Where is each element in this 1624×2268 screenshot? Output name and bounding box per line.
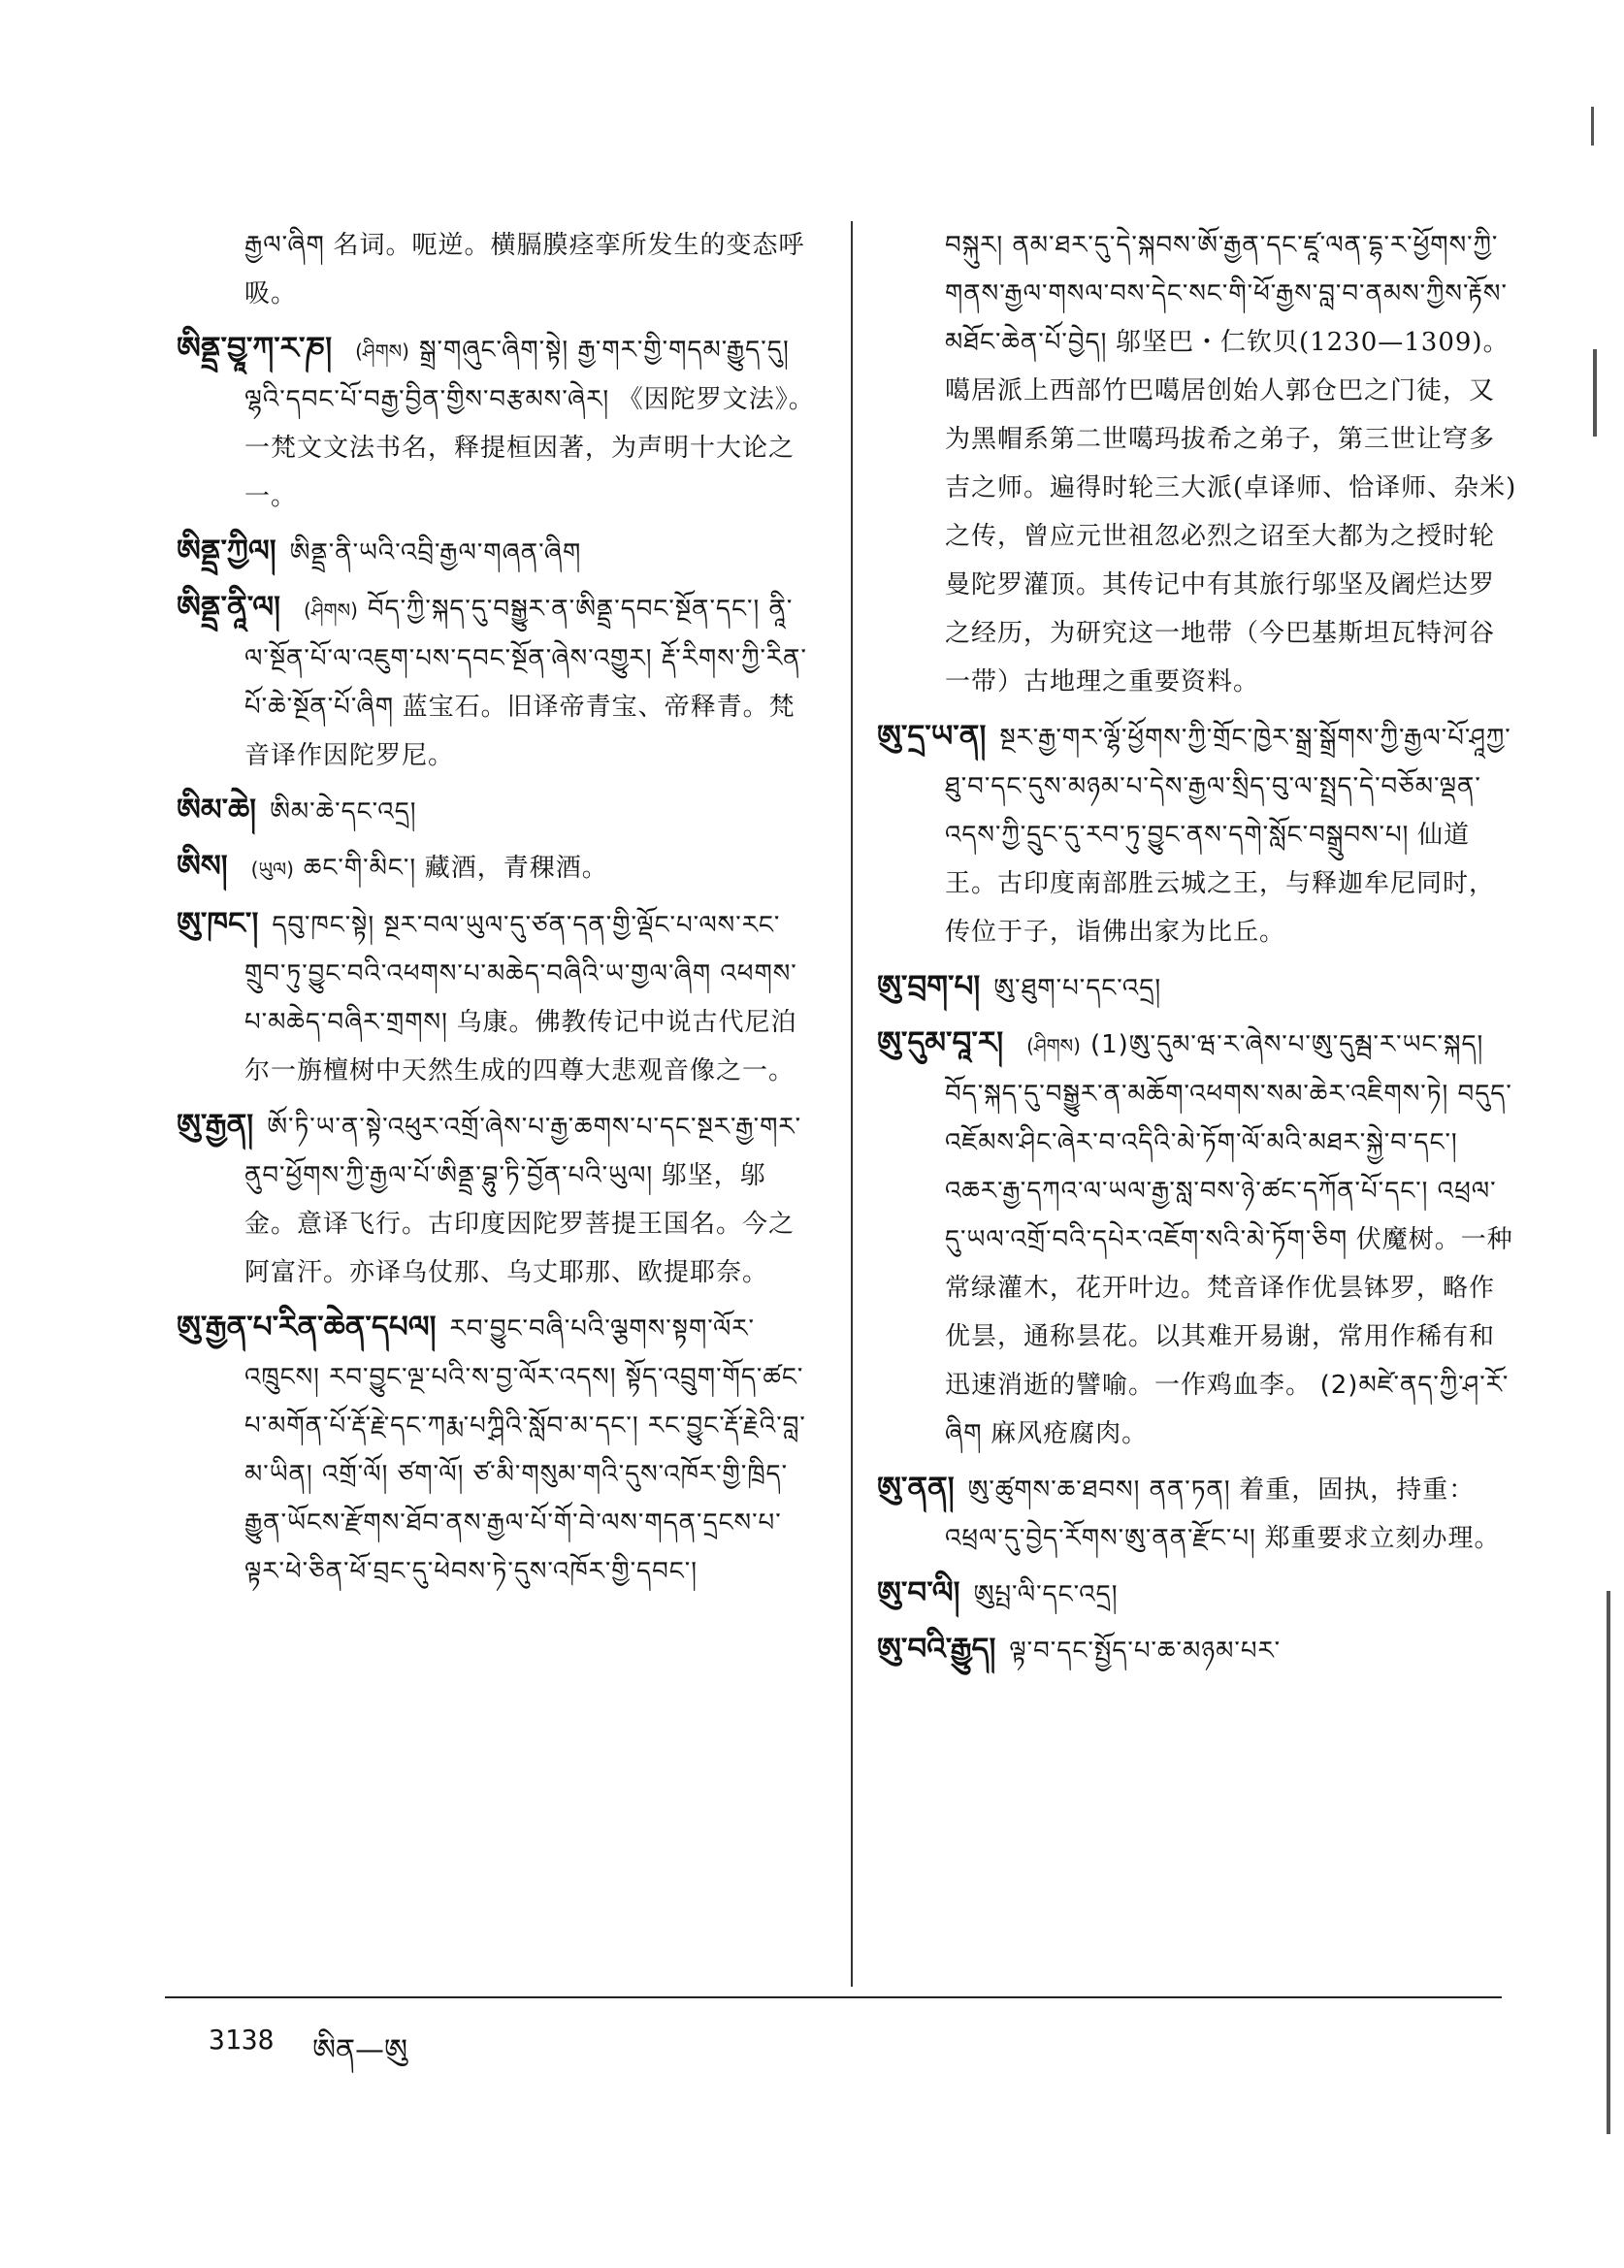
headword: ཨུ་བའི་རྒྱུད།	[877, 1632, 996, 1667]
tibetan-definition: ཨུ་ཐུག་པ་དང་འདྲ།	[993, 974, 1162, 1003]
dictionary-entry	[877, 1019, 1517, 1458]
headword: ཨིནྡྲ་བྱཱ་ཀ་ར་ཎ།	[177, 331, 333, 366]
headword: ཨུ་བྲག་པ།	[877, 969, 981, 1004]
entry-continuation	[177, 221, 817, 318]
source-tag: (ཡུལ)	[250, 858, 294, 881]
chinese-definition: 蓝宝石。旧译帝青宝、帝释青。梵音译作因陀罗尼。	[244, 693, 796, 770]
headword: ཨིནྡྲ་ནཱི་ལ།	[177, 590, 281, 625]
tibetan-definition: ཨིནྡྲ་ནི་ཡའི་འབྲི་རྒྱལ་གཞན་ཞིག	[289, 538, 582, 567]
left-column	[177, 221, 817, 1602]
headword: ཨུ་ཁང་།	[177, 906, 259, 941]
source-tag: (ཤིགས)	[304, 599, 358, 622]
scan-edge-mark	[1591, 107, 1594, 146]
tibetan-definition: ཨུ་ཚུགས་ཆ་ཐབས། ནན་ཏན།	[967, 1475, 1231, 1505]
headword: ཨིས།	[177, 849, 228, 884]
tibetan-definition: སྒྲ་གཞུང་ཞིག་སྟེ། རྒྱ་གར་གྱི་གདམ་རྒྱུད་དུ། ལྷའི་དབང་པོ་བརྒྱ་བྱིན་གྱིས་བརྩམས་ཞེར།	[244, 336, 790, 414]
right-column	[877, 221, 1517, 1681]
tibetan-definition: སྔར་རྒྱ་གར་ལྷོ་ཕྱོགས་ཀྱི་གྲོང་ཁྱེར་སྒྲ་སྒྲོགས་ཀྱི་རྒྱལ་པོ་ཤཱཀྱ་ཐུ་བ་དང་དུས་མཉམ་པ་དེས་རྒྱལ་སྲིད་བུ་ལ་སྤྲད་དེ་བཅོམ་ལྡན་འདས་ཀྱི་དྲུང་དུ་རབ་ཏུ་བྱུང་ནས་དགེ་སློང་བསྒྲུབས་པ།	[945, 724, 1511, 850]
headword: ཨུ་དུམ་བཱ་ར།	[877, 1025, 1004, 1060]
chinese-definition: 仙道王。古印度南部胜云城之王，与释迦牟尼同时，传位于子，诣佛出家为比丘。	[945, 821, 1496, 947]
column-divider	[851, 221, 853, 1987]
tibetan-definition: ལྟ་བ་དང་སྤྱོད་པ་ཆ་མཉམ་པར་	[1009, 1636, 1282, 1666]
chinese-definition: 乌康。佛教传记中说古代尼泊尔一旃檀树中天然生成的四尊大悲观音像之一。	[244, 1008, 797, 1085]
headword: ཨིནྡྲ་ཀྱིལ།	[177, 534, 276, 568]
chinese-definition: 名词。呃逆。横膈膜痉挛所发生的变态呼吸。	[244, 231, 805, 308]
chinese-definition: 邬坚巴・仁钦贝(1230—1309)。噶居派上西部竹巴噶居创始人郭仓巴之门徒，又为黑帽系第二世噶玛拔希之弟子，第三世让穹多吉之师。遍得时轮三大派(卓译师、恰译师、杂米)之传，曾应元世祖忽必烈之诏至大都为之授时轮曼陀罗灌顶。其传记中有其旅行邬坚及阇烂达罗之经历，为研究这一地带（今巴基斯坦瓦特河谷一带）古地理之重要资料。	[945, 328, 1517, 697]
chinese-definition: 郑重要求立刻办理。	[1264, 1524, 1501, 1553]
footer-rule	[165, 1996, 1502, 1998]
dictionary-entry	[877, 1569, 1517, 1619]
dictionary-entry	[177, 842, 817, 893]
dictionary-entry	[877, 1464, 1517, 1563]
chinese-definition: 藏酒，青稞酒。	[424, 854, 608, 883]
chinese-definition: 伏魔树。一种常绿灌木，花开叶边。梵音译作优昙钵罗，略作优昙，通称昙花。以其难开易谢，常用作稀有和迅速消逝的譬喻。一作鸡血李。	[945, 1225, 1513, 1400]
dictionary-entry	[877, 962, 1517, 1013]
scan-edge-mark	[1593, 349, 1597, 437]
headword: ཨུ་དྲ་ཡ་ན།	[877, 719, 987, 754]
headword: ཨུ་རྒྱན།	[177, 1108, 254, 1143]
tibetan-definition: (1)ཨུ་དུམ་ཝ་ར་ཞེས་པ་ཨུ་དུམྦ་ར་ཡང་སྐད། བོད་སྐད་དུ་བསྒྱུར་ན་མཆོག་འཕགས་སམ་ཆེར་འཇིགས་ཏེ། བདུད་འཇོམས་ཤིང་ཞེར་བ་འདིའི་མེ་ཏོག་ལོ་མའི་མཐར་སྐྱེ་བ་དང་། འཆར་རྒྱ་དཀའ་ལ་ཡལ་རྒྱ་སླ་བས་ཉེ་ཚང་དཀོན་པོ་དང་། འཕྲལ་དུ་ཡལ་འགྲོ་བའི་དཔེར་འཇོག་སའི་མེ་ཏོག་ཅིག	[945, 1030, 1512, 1254]
chinese-definition: 麻风疮腐肉。	[991, 1419, 1149, 1448]
headword: ཨུ་རྒྱན་པ་རིན་ཆེན་དཔལ།	[177, 1310, 437, 1345]
tibetan-definition: ཨིམ་ཆེ་དང་འདྲ།	[270, 797, 417, 826]
page-range: ཨིན—ཨུ	[312, 2033, 408, 2067]
tibetan-definition: ཨོ་ཏི་ཡ་ན་སྟེ་འཕུར་འགྲོ་ཞེས་པ་རྒྱ་ཆགས་པ་དང་སྔར་རྒྱ་གར་ནུབ་ཕྱོགས་ཀྱི་རྒྱལ་པོ་ཨིནྡྲ་བྷུ་ཏི་བྱོན་པའི་ཡུལ།	[244, 1113, 802, 1190]
dictionary-entry	[877, 712, 1517, 956]
dictionary-entry	[177, 324, 817, 521]
tibetan-definition: ཨུཔྤ་ལི་དང་འདྲ།	[973, 1580, 1119, 1609]
tibetan-definition: རྒྱལ་ཞིག	[244, 231, 325, 260]
page-number: 3138	[209, 2024, 275, 2056]
dictionary-entry	[177, 583, 817, 780]
chinese-definition: 《因陀罗文法》。一梵文文法书名，释提桓因著，为声明十大论之一。	[244, 385, 815, 511]
tibetan-definition: རབ་བྱུང་བཞི་པའི་ལྕགས་སྟག་ལོར་འཁྲུངས། རབ་བྱུང་ལྔ་པའི་ས་བྱ་ལོར་འདས། སྟོད་འབྲུག་གོད་ཚང་པ་མགོན་པོ་རྡོ་རྗེ་དང་ཀརྨ་པཀྴིའི་སློབ་མ་དང་། རང་བྱུང་རྡོ་རྗེའི་བླ་མ་ཡིན། འགྲོ་ལོ། ཙག་ལོ། ཙ་མི་གསུམ་གའི་དུས་འཁོར་གྱི་ཁྲིད་རྒྱུན་ཡོངས་རྫོགས་ཐོབ་ནས་རྒྱལ་པོ་གོ་བེ་ལས་གདན་དྲངས་པ་ལྟར་ཕེ་ཅིན་ཕོ་བྲང་དུ་ཕེབས་ཏེ་དུས་འཁོར་གྱི་དབང་།	[244, 1314, 806, 1586]
headword: ཨིམ་ཆེ།	[177, 793, 257, 827]
tibetan-definition: འཕྲལ་དུ་བྱེད་རོགས་ཨུ་ནན་རྫོང་པ།	[945, 1524, 1256, 1553]
tibetan-definition: ཆང་གི་མིང་།	[303, 854, 417, 883]
entry-continuation	[877, 221, 1517, 706]
tibetan-definition: བོད་ཀྱི་སྐད་དུ་བསྒྱུར་ན་ཨིནྡྲ་དབང་སྔོན་དང་། ནཱི་ལ་སྔོན་པོ་ལ་འཇུག་པས་དབང་སྔོན་ཞེས་འགྱུར། རྡོ་རིགས་ཀྱི་རིན་པོ་ཆེ་སྔོན་པོ་ཞིག	[244, 595, 807, 722]
tibetan-definition: (2)མཛེ་ནད་ཀྱི་ཤ་རོ་ཞིག	[945, 1371, 1510, 1448]
scan-edge-mark	[1607, 1591, 1610, 2134]
source-tag: (ཤིགས)	[355, 340, 409, 363]
dictionary-entry	[177, 899, 817, 1095]
chinese-definition: 邬坚，邬金。意译飞行。古印度因陀罗菩提王国名。今之阿富汗。亦译乌仗那、乌丈耶那、欧提耶奈。	[244, 1161, 796, 1287]
dictionary-entry	[177, 786, 817, 836]
dictionary-entry	[177, 1303, 817, 1596]
headword: ཨུ་ནན།	[877, 1471, 955, 1506]
headword: ཨུ་བ་ལི།	[877, 1575, 960, 1610]
source-tag: (ཤིགས)	[1026, 1034, 1081, 1057]
dictionary-entry	[177, 527, 817, 577]
dictionary-entry	[177, 1101, 817, 1297]
tibetan-definition: དབུ་ཁང་སྟེ། སྔར་བལ་ཡུལ་དུ་ཙན་དན་གྱི་ལྡོང་པ་ལས་རང་གྲུབ་ཏུ་བྱུང་བའི་འཕགས་པ་མཆེད་བཞིའི་ཡ་གྱལ་ཞིག འཕགས་པ་མཆེད་བཞིར་གྲགས།	[244, 911, 797, 1037]
dictionary-entry	[877, 1625, 1517, 1675]
tibetan-definition: བསྐུར། ནམ་ཐར་དུ་དེ་སྐབས་ཨོ་རྒྱན་དང་ཛཱ་ལན་དྷ་ར་ཕྱོགས་ཀྱི་གནས་རྒྱལ་གསལ་བས་དེང་སང་གི་ཕོ་རྒྱས་བླ་བ་ནམས་ཀྱིས་རྟོས་མཐོང་ཆེན་པོ་བྱེད།	[945, 231, 1508, 357]
chinese-definition: 着重，固执，持重：	[1239, 1475, 1476, 1505]
